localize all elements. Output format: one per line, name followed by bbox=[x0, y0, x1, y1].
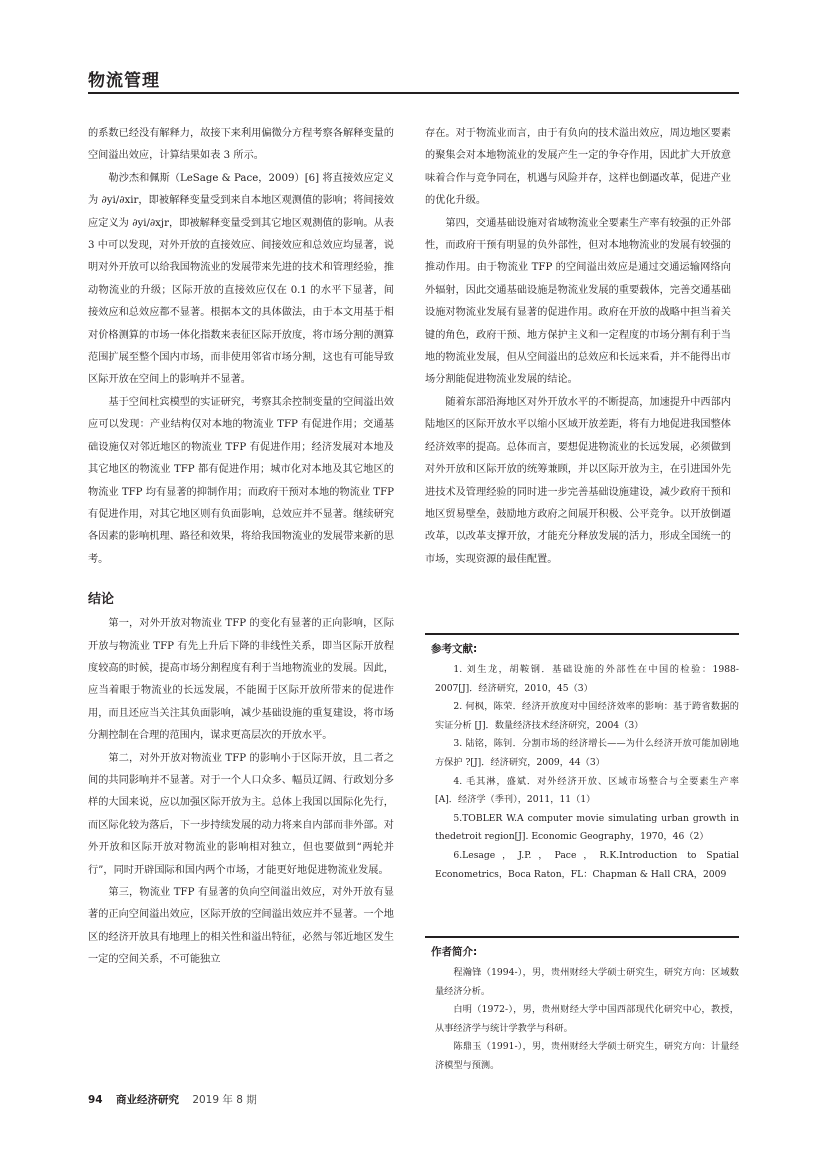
reference-item: 3. 陆铭，陈钊．分割市场的经济增长——为什么经济开放可能加剧地方保护 ?[J]．经济研究，2009，44（3） bbox=[435, 738, 739, 768]
paragraph: 勒沙杰和佩斯（LeSage & Pace，2009）[6] 将直接效应定义为 ∂yi/∂xir，即被解释变量受到来自本地区观测值的影响；将间接效应定义为 ∂yi/∂xjr，即被解释变量受到其它地区观测值的影响。从表 3 中可以发现，对外开放的直接效应、间接效应和总效应均显著，说明对外开放可以给我国物流业的发展带来先进的技术和管理经验，推动物流业的升级；区际开放的直接效应仅在 0.1 的水平下显著，间接效应和总效应都不显著。根据本文的具体做法，由于本文用基于相对价格测算的市场一体化指数来表征区际开放度，将市场分割的测算范围扩展至整个国内市场，而非使用邻省市场分割，这也有可能导致区际开放在空间上的影响并不显著。 bbox=[88, 172, 394, 386]
references-box bbox=[425, 633, 739, 884]
section-title: 物流管理 bbox=[88, 71, 160, 91]
left-column bbox=[88, 123, 394, 972]
issue-label: 2019 年 8 期 bbox=[192, 1094, 257, 1106]
paragraph: 第一，对外开放对物流业 TFP 的变化有显著的正向影响，区际开放与物流业 TFP 有先上升后下降的非线性关系，即当区际开放程度较高的时候，提高市场分割程度有利于当地物流业的发展。因此，应当着眼于物流业的长远发展，不能囿于区际开放所带来的促进作用，而且还应当关注其负面影响，减少基础设施的重复建设，将市场分割控制在合理的范围内，谋求更高层次的开放水平。 bbox=[88, 618, 394, 742]
page-number: 94 bbox=[88, 1094, 103, 1106]
paragraph: 基于空间杜宾模型的实证研究，考察其余控制变量的空间溢出效应可以发现：产业结构仅对本地的物流业 TFP 有促进作用；交通基础设施仅对邻近地区的物流业 TFP 有促进作用；经济发展对本地及其它地区的物流业 TFP 都有促进作用；城市化对本地及其它地区的物流业 TFP 均有显著的抑制作用；而政府干预对本地的物流业 TFP 有促进作用，对其它地区则有负面影响，总效应并不显著。继续研究各因素的影响机理、路径和效果，将给我国物流业的发展带来新的思考。 bbox=[88, 396, 394, 565]
paragraph: 的系数已经没有解释力，故接下来利用偏微分方程考察各解释变量的空间溢出效应，计算结果如表 3 所示。 bbox=[88, 128, 394, 162]
authors-title: 作者简介: bbox=[431, 946, 478, 958]
conclusion-heading: 结论 bbox=[88, 592, 115, 608]
reference-item: 5.TOBLER W.A computer movie simulating urban growth in thedetroit region[J]. Economic Geography，1970，46（2） bbox=[435, 812, 739, 843]
references-title: 参考文献: bbox=[431, 643, 478, 655]
paragraph: 第三，物流业 TFP 有显著的负向空间溢出效应，对外开放有显著的正向空间溢出效应，区际开放的空间溢出效应并不显著。一个地区的经济开放具有地理上的相关性和溢出特征，必然与邻近地区发生一定的空间关系，不可能独立 bbox=[88, 887, 394, 966]
paragraph: 第四，交通基础设施对省域物流业全要素生产率有较强的正外部性，而政府干预有明显的负外部性，但对本地物流业的发展有较强的推动作用。由于物流业 TFP 的空间溢出效应是通过交通运输网络向外辐射，因此交通基础设施是物流业发展的重要载体，完善交通基础设施对物流业发展有显著的促进作用。政府在开放的战略中担当着关键的角色，政府干预、地方保护主义和一定程度的市场分割有利于当地的物流业发展，但从空间溢出的总效应和长远来看，并不能得出市场分割能促进物流业发展的结论。 bbox=[425, 217, 731, 386]
paragraph: 存在。对于物流业而言，由于有负向的技术溢出效应，周边地区要素的聚集会对本地物流业的发展产生一定的争夺作用，因此扩大开放意味着合作与竞争同在，机遇与风险并存，这样也倒逼改革，促进产业的优化升级。 bbox=[425, 128, 731, 207]
reference-item: 4. 毛其淋，盛斌．对外经济开放、区域市场整合与全要素生产率 [A]．经济学（季刊），2011，11（1） bbox=[435, 775, 739, 806]
paragraph: 第二，对外开放对物流业 TFP 的影响小于区际开放，且二者之间的共同影响并不显著。对于一个人口众多、幅员辽阔、行政划分多样的大国来说，应以加强区际开放为主。总体上我国以国际化先行，而区际化较为落后，下一步持续发展的动力将来自内部而非外部。对外开放和区际开放对物流业的影响相对独立，但也要做到“两轮并行”，同时开辟国际和国内两个市场，才能更好地促进物流业发展。 bbox=[88, 752, 394, 876]
reference-item: 2. 何枫，陈荣．经济开放度对中国经济效率的影响：基于跨省数据的实证分析 [J]．数量经济技术经济研究，2004（3） bbox=[435, 701, 739, 731]
right-column bbox=[425, 123, 731, 571]
reference-item: 6.Lesage，J.P.，Pace，R.K.Introduction to Spatial Econometrics，Boca Raton，FL：Chapman & Hall CRA，2009 bbox=[435, 849, 739, 880]
author-item: 白明（1972-），男，贵州财经大学中国西部现代化研究中心，教授，从事经济学与统计学教学与科研。 bbox=[435, 1004, 739, 1034]
authors-box bbox=[425, 936, 739, 1076]
journal-name: 商业经济研究 bbox=[115, 1094, 179, 1106]
header-divider bbox=[88, 92, 739, 94]
author-item: 陈鼎玉（1991-），男，贵州财经大学硕士研究生，研究方向：计量经济模型与预测。 bbox=[435, 1041, 739, 1071]
paragraph: 随着东部沿海地区对外开放水平的不断提高，加速提升中西部内陆地区的区际开放水平以缩小区域开放差距，将有力地促进我国整体经济效率的提高。总体而言，要想促进物流业的长远发展，必须做到对外开放和区际开放的统筹兼顾，并以区际开放为主，在引进国外先进技术及管理经验的同时进一步完善基础设施建设，减少政府干预和地区贸易壁垒，鼓励地方政府之间展开积极、公平竞争。以开放倒逼改革，以改革支撑开放，才能充分释放发展的活力，形成全国统一的市场，实现资源的最佳配置。 bbox=[425, 396, 731, 565]
author-item: 程瀚锋（1994-），男，贵州财经大学硕士研究生，研究方向：区域数量经济分析。 bbox=[435, 967, 739, 997]
page-footer bbox=[88, 1092, 257, 1107]
reference-item: 1. 刘生龙，胡鞍钢．基础设施的外部性在中国的检验：1988-2007[J]．经济研究，2010，45（3） bbox=[435, 664, 739, 694]
